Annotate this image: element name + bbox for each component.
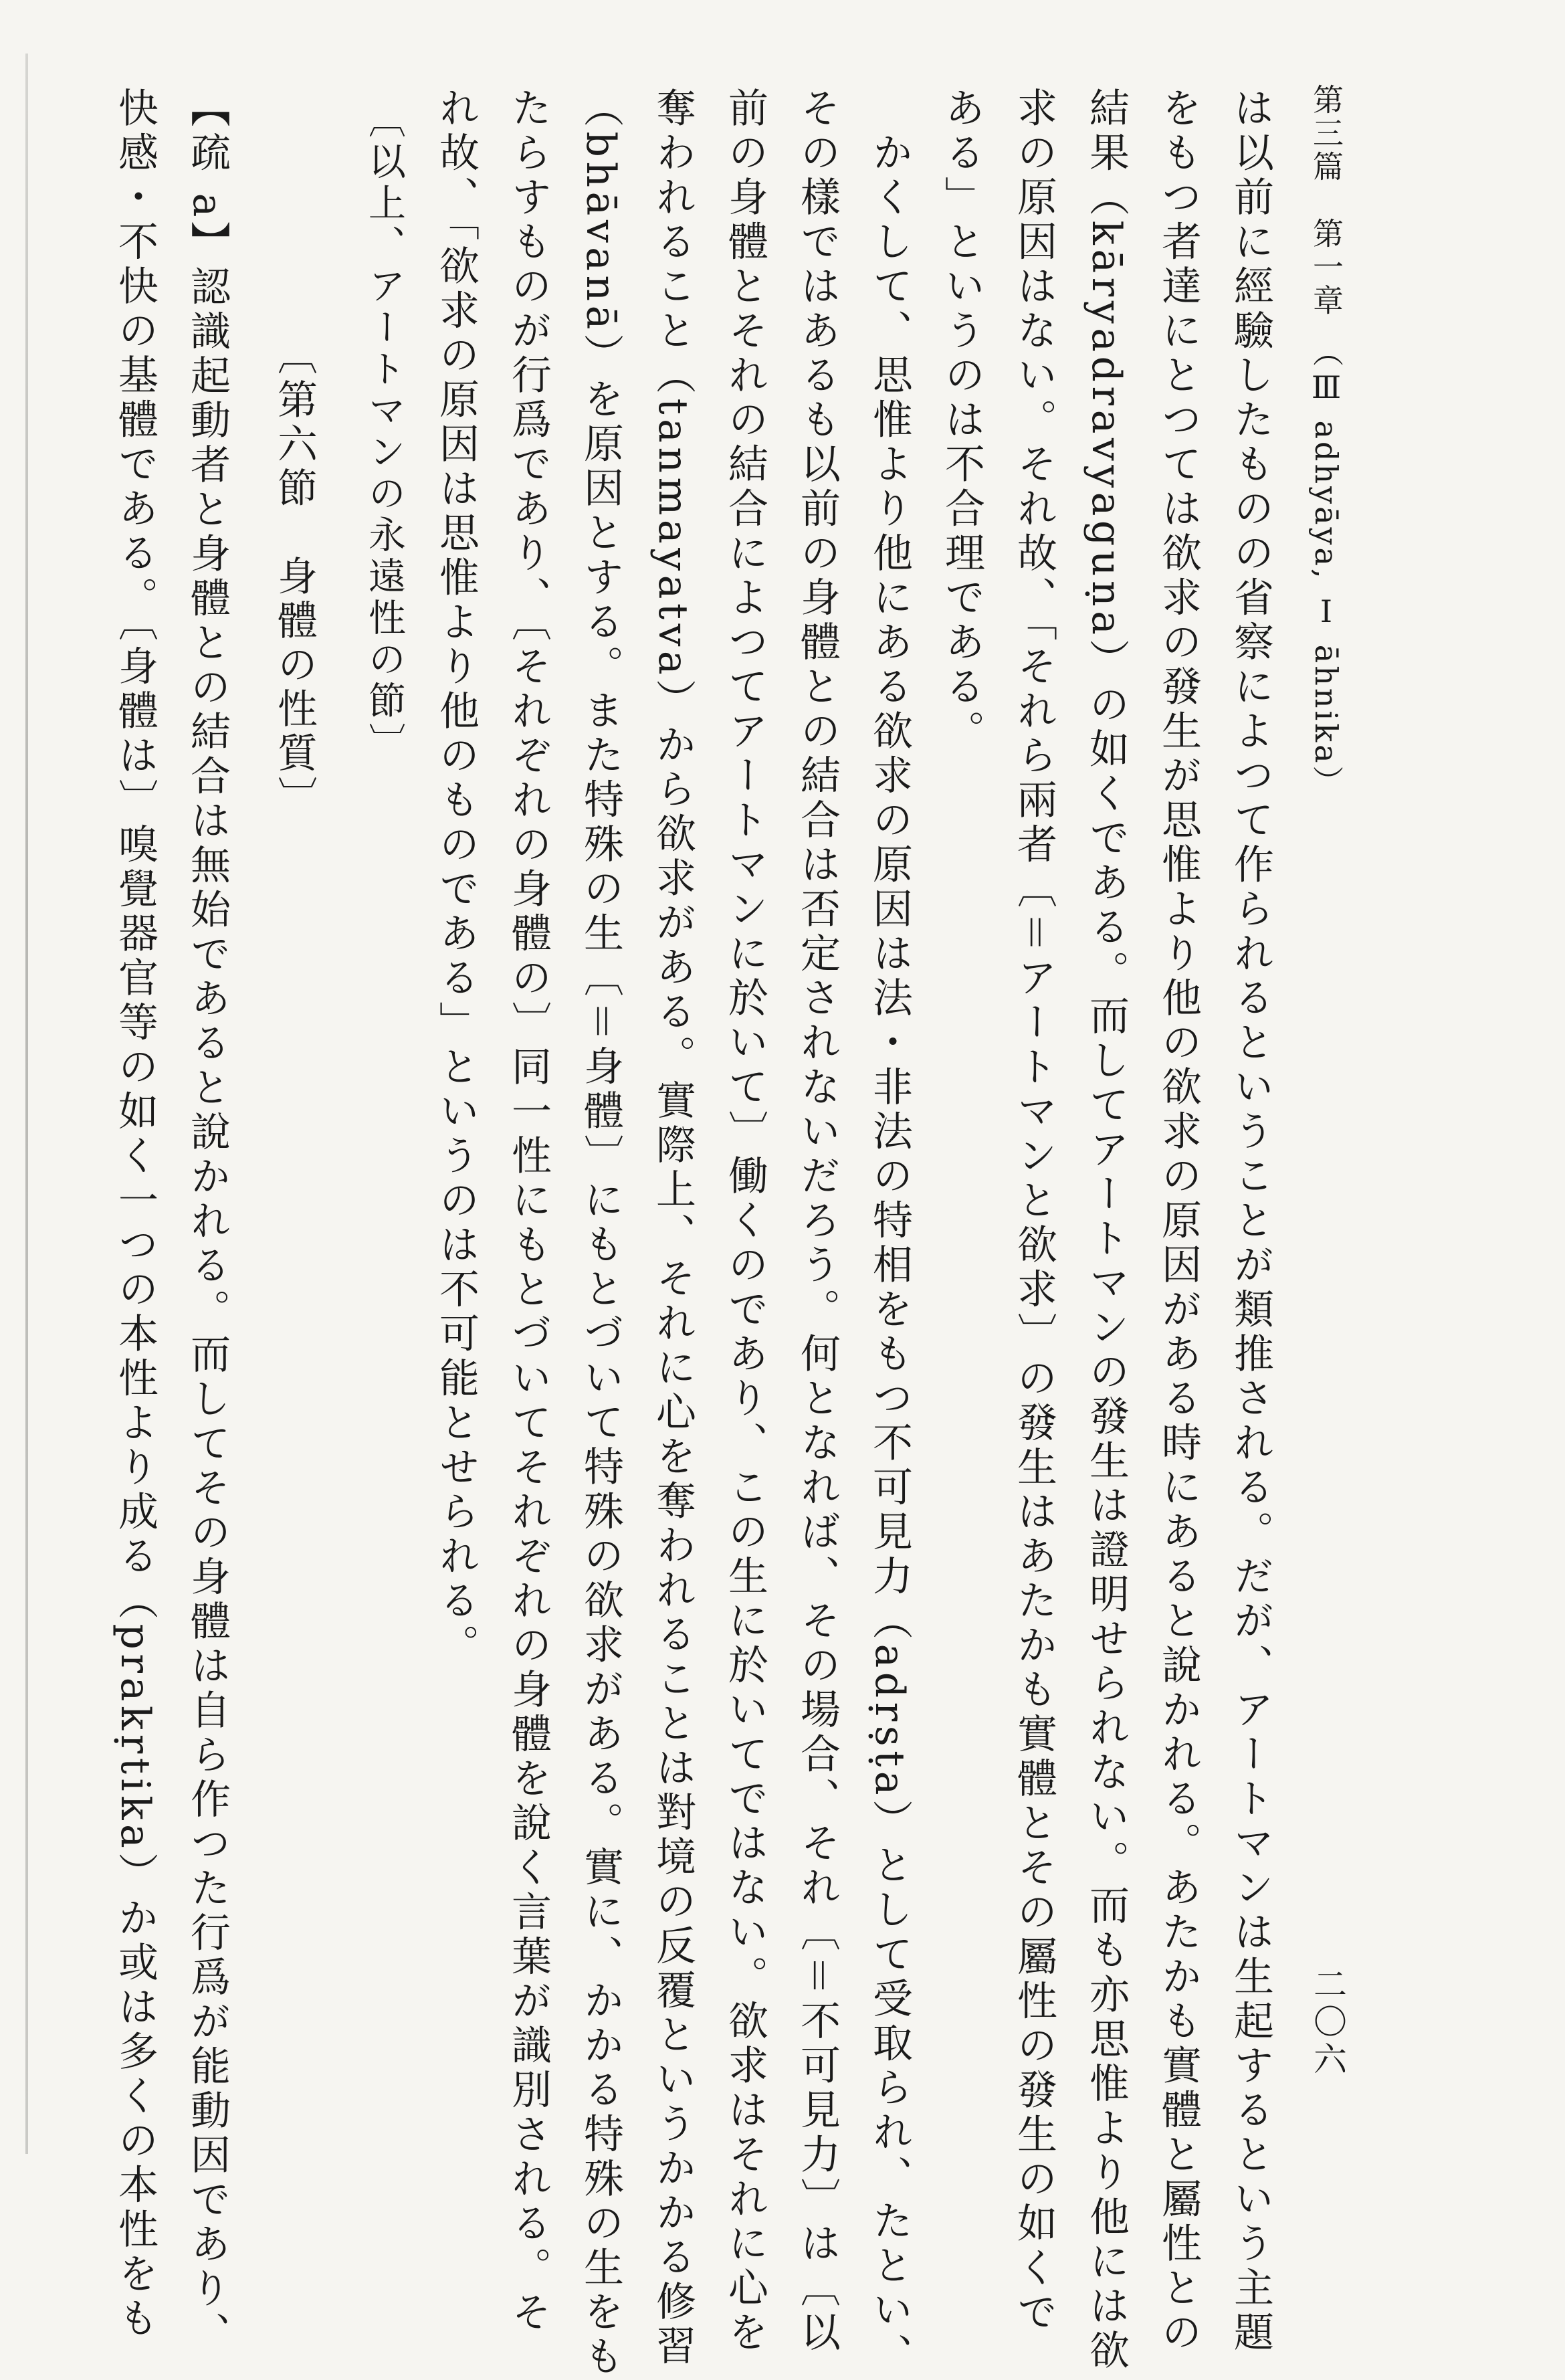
- page-number: 二〇六: [1308, 1967, 1347, 2079]
- text-line-4: 求の原因はない。それ故、「それら兩者〔＝アートマンと欲求〕の發生はあたかも實體とその屬性の發生の如くで: [1011, 87, 1057, 2336]
- text-line-8: 前の身體とそれの結合によつてアートマンに於いて〕働くのであり、この生に於いてではない。欲求はそれに心を: [722, 87, 768, 2356]
- text-line-6: かくして、思惟より他にある欲求の原因は法・非法の特相をもつ不可見力（adṛṣṭa）として受取られ、たとい、: [866, 87, 913, 2378]
- commentary-line-2: 快感・不快の基體である。〔身體は〕嗅覺器官等の如く一つの本性より成る（prakṛtika）か或は多くの本性をも: [112, 87, 159, 2342]
- commentary-line-1: 【疏 a】認識起動者と身體との結合は無始であると說かれる。而してその身體は自ら作つた行爲が能動因であり、: [184, 87, 231, 2357]
- text-line-12: れ故、「欲求の原因は思惟より他のものである」というのは不可能とせられる。: [433, 87, 480, 1668]
- text-line-7: その樣ではあるも以前の身體との結合は否定されないだろう。何となれば、その場合、それ〔＝不可見力〕は〔以: [794, 87, 841, 2356]
- text-line-10: （bhāvanā）を原因とする。また特殊の生〔＝身體〕にもとづいて特殊の欲求がある。實に、かかる特殊の生をも: [577, 87, 624, 2380]
- section-heading: 〔第六節 身體の性質〕: [271, 334, 318, 820]
- running-header: 第三篇 第一章 （Ⅲ adhyāya, Ⅰ āhnika）: [1308, 84, 1344, 799]
- text-line-2: をもつ者達にとつては欲求の發生が思惟より他の欲求の原因がある時にあると說かれる。あたかも實體と屬性との: [1155, 87, 1202, 2356]
- text-line-5: ある」というのは不合理である。: [938, 87, 985, 755]
- text-line-1: は以前に經驗したものの省察によつて作られるということが類推される。だが、アートマンは生起するという主題: [1227, 87, 1274, 2356]
- section-end-note: 〔以上、アートマンの永遠性の節〕: [362, 100, 406, 764]
- text-line-9: 奪われること（tanmayatva）から欲求がある。實際上、それに心を奪われることは對境の反覆というかかる修習: [649, 87, 696, 2370]
- text-line-11: たらすものが行爲であり、〔それぞれの身體の〕同一性にもとづいてそれぞれの身體を說く言葉が識別される。そ: [505, 87, 552, 2336]
- text-line-3: 結果（kāryadravyaguṇa）の如くである。而してアートマンの發生は證明せられない。而も亦思惟より他には欲: [1083, 87, 1130, 2374]
- scan-edge-shadow: [25, 54, 28, 2154]
